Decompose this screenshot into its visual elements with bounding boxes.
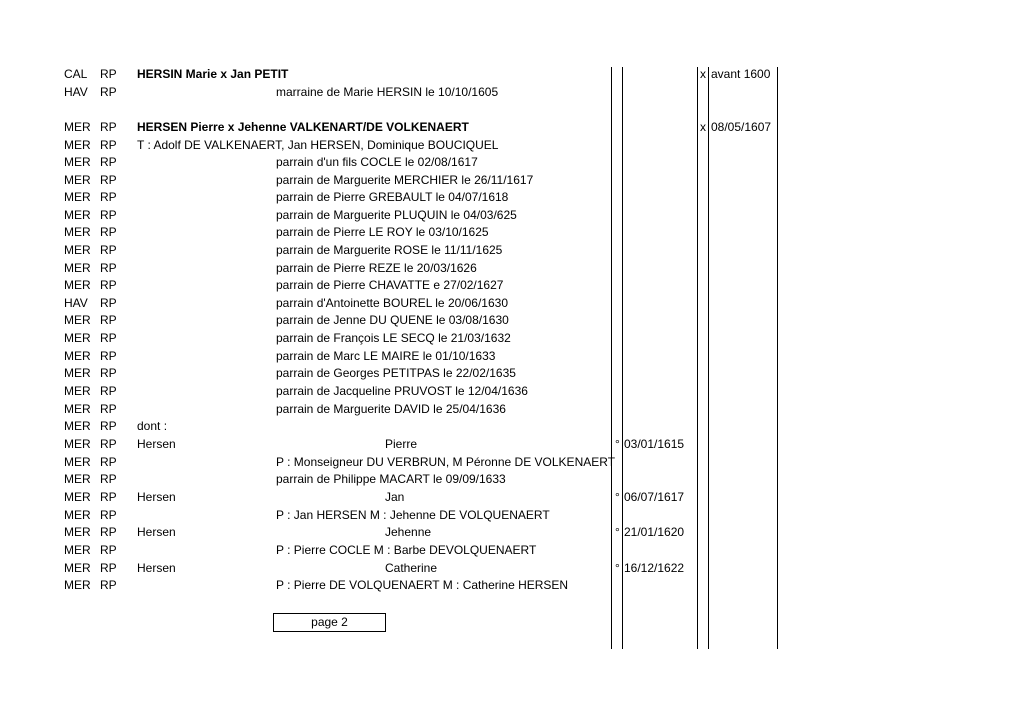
event-text-cell: parrain de Pierre LE ROY le 03/10/1625 [276,225,489,239]
town-cell: MER [64,578,91,592]
table-row [0,418,1024,435]
table-row [0,507,1024,524]
table-row [0,383,1024,400]
table-row [0,436,1024,453]
event-text-cell: parrain de Marguerite PLUQUIN le 04/03/625 [276,208,517,222]
event-text-cell: P : Jan HERSEN M : Jehenne DE VOLQUENAERT [276,508,550,522]
rp-cell: RP [100,384,117,398]
event-text-cell: parrain de Jenne DU QUENE le 03/08/1630 [276,313,509,327]
town-cell: HAV [64,296,88,310]
table-row [0,242,1024,259]
town-cell: MER [64,225,91,239]
rp-cell: RP [100,543,117,557]
table-row [0,330,1024,347]
town-cell: MER [64,208,91,222]
birth-date-cell: 06/07/1617 [624,490,685,504]
rp-cell: RP [100,366,117,380]
table-row [0,560,1024,577]
event-text-cell: parrain de Marguerite MERCHIER le 26/11/1617 [276,173,534,187]
name-cell: HERSIN Marie x Jan PETIT [137,67,289,81]
table-row [0,365,1024,382]
marriage-symbol: x [700,120,706,134]
event-text-cell: parrain de Pierre REZE le 20/03/1626 [276,261,477,275]
event-text-cell: parrain d'Antoinette BOUREL le 20/06/1630 [276,296,508,310]
table-row [0,524,1024,541]
name-cell: T : Adolf DE VALKENAERT, Jan HERSEN, Dominique BOUCIQUEL [137,138,499,152]
rp-cell: RP [100,561,117,575]
table-row [0,471,1024,488]
event-text-cell: parrain de Pierre CHAVATTE e 27/02/1627 [276,278,504,292]
birth-symbol: ° [615,561,620,575]
birth-date-cell: 16/12/1622 [624,561,685,575]
event-text-cell: parrain de Jacqueline PRUVOST le 12/04/1636 [276,384,528,398]
town-cell: MER [64,525,91,539]
rp-cell: RP [100,331,117,345]
event-text-cell: parrain de Georges PETITPAS le 22/02/1635 [276,366,516,380]
table-row [0,224,1024,241]
town-cell: MER [64,543,91,557]
table-row [0,542,1024,559]
rp-cell: RP [100,490,117,504]
table-row [0,84,1024,101]
town-cell: MER [64,561,91,575]
marriage-date-cell: avant 1600 [711,67,771,81]
marriage-symbol: x [700,67,706,81]
first-name-cell: Catherine [385,561,438,575]
town-cell: MER [64,402,91,416]
name-cell: dont : [137,419,168,433]
event-text-cell: parrain de Pierre GREBAULT le 04/07/1618 [276,190,509,204]
town-cell: MER [64,419,91,433]
rp-cell: RP [100,261,117,275]
table-row [0,577,1024,594]
rp-cell: RP [100,208,117,222]
table-row [0,189,1024,206]
event-text-cell: parrain de Marguerite ROSE le 11/11/1625 [276,243,503,257]
event-text-cell: parrain de Marguerite DAVID le 25/04/1636 [276,402,506,416]
table-row [0,401,1024,418]
name-cell: Hersen [137,437,176,451]
rp-cell: RP [100,472,117,486]
first-name-cell: Jan [385,490,405,504]
town-cell: MER [64,437,91,451]
page-number-box: page 2 [273,613,386,632]
first-name-cell: Pierre [385,437,418,451]
table-row [0,154,1024,171]
town-cell: MER [64,508,91,522]
event-text-cell: P : Pierre DE VOLQUENAERT M : Catherine HERSEN [276,578,569,592]
rp-cell: RP [100,578,117,592]
town-cell: MER [64,455,91,469]
town-cell: MER [64,384,91,398]
table-row [0,489,1024,506]
rp-cell: RP [100,296,117,310]
town-cell: MER [64,349,91,363]
rp-cell: RP [100,349,117,363]
rp-cell: RP [100,85,117,99]
rp-cell: RP [100,225,117,239]
town-cell: MER [64,331,91,345]
town-cell: MER [64,155,91,169]
table-row [0,137,1024,154]
event-text-cell: parrain d'un fils COCLE le 02/08/1617 [276,155,478,169]
rp-cell: RP [100,313,117,327]
rp-cell: RP [100,155,117,169]
rp-cell: RP [100,437,117,451]
rp-cell: RP [100,173,117,187]
birth-symbol: ° [615,525,620,539]
town-cell: MER [64,313,91,327]
first-name-cell: Jehenne [385,525,432,539]
rp-cell: RP [100,508,117,522]
town-cell: MER [64,366,91,380]
town-cell: MER [64,278,91,292]
town-cell: MER [64,261,91,275]
table-row [0,277,1024,294]
town-cell: MER [64,472,91,486]
table-row [0,295,1024,312]
marriage-date-cell: 08/05/1607 [711,120,772,134]
event-text-cell: parrain de Philippe MACART le 09/09/1633 [276,472,506,486]
table-row [0,207,1024,224]
table-row [0,454,1024,471]
rp-cell: RP [100,402,117,416]
rp-cell: RP [100,67,117,81]
event-text-cell: marraine de Marie HERSIN le 10/10/1605 [276,85,499,99]
birth-date-cell: 03/01/1615 [624,437,685,451]
rp-cell: RP [100,455,117,469]
rp-cell: RP [100,243,117,257]
town-cell: CAL [64,67,88,81]
table-row [0,260,1024,277]
table-row [0,119,1024,136]
rp-cell: RP [100,419,117,433]
table-row [0,172,1024,189]
name-cell: Hersen [137,561,176,575]
birth-date-cell: 21/01/1620 [624,525,685,539]
rp-cell: RP [100,120,117,134]
table-row [0,348,1024,365]
town-cell: HAV [64,85,88,99]
rp-cell: RP [100,138,117,152]
event-text-cell: P : Pierre COCLE M : Barbe DEVOLQUENAERT [276,543,537,557]
rp-cell: RP [100,525,117,539]
name-cell: Hersen [137,525,176,539]
birth-symbol: ° [615,490,620,504]
town-cell: MER [64,138,91,152]
town-cell: MER [64,120,91,134]
event-text-cell: P : Monseigneur DU VERBRUN, M Péronne DE VOLKENAERT [276,455,616,469]
event-text-cell: parrain de François LE SECQ le 21/03/1632 [276,331,511,345]
town-cell: MER [64,243,91,257]
event-text-cell: parrain de Marc LE MAIRE le 01/10/1633 [276,349,496,363]
table-row [0,66,1024,83]
town-cell: MER [64,490,91,504]
birth-symbol: ° [615,437,620,451]
rp-cell: RP [100,190,117,204]
town-cell: MER [64,190,91,204]
rp-cell: RP [100,278,117,292]
table-row [0,312,1024,329]
name-cell: HERSEN Pierre x Jehenne VALKENART/DE VOLKENAERT [137,120,469,134]
town-cell: MER [64,173,91,187]
name-cell: Hersen [137,490,176,504]
